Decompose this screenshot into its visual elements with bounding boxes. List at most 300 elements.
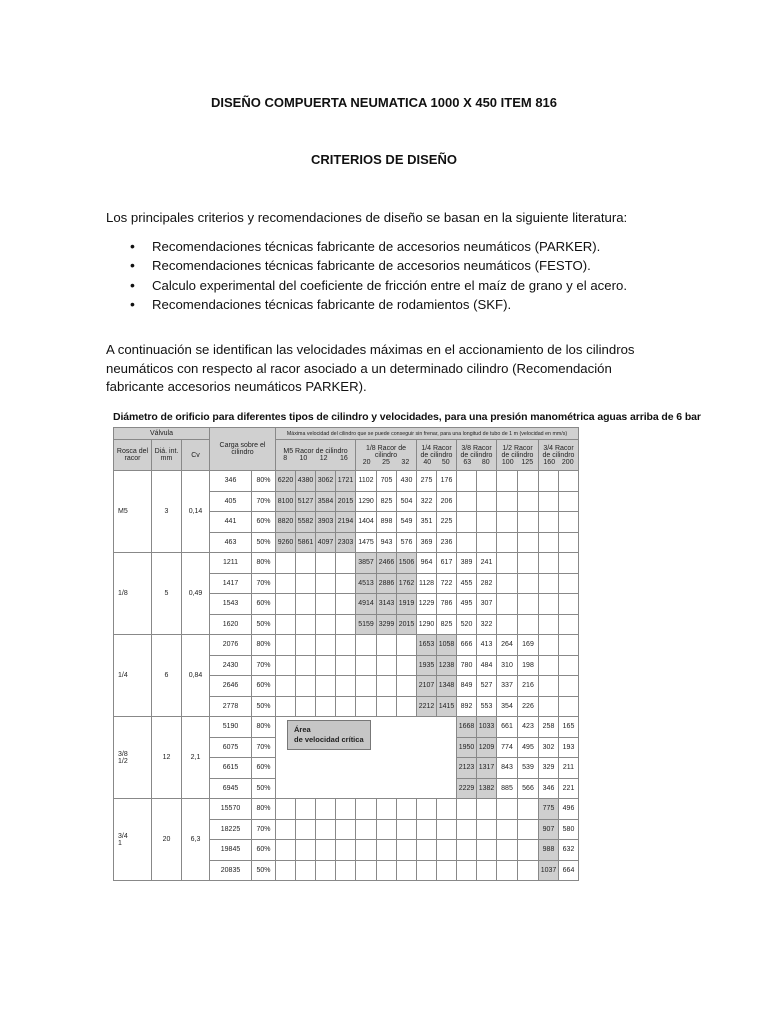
speed-cell bbox=[539, 491, 559, 512]
speed-cell: 1404 bbox=[356, 512, 377, 533]
speed-cell bbox=[316, 614, 336, 635]
speed-cell bbox=[539, 676, 559, 697]
speed-cell: 5127 bbox=[296, 491, 316, 512]
speed-cell: 964 bbox=[417, 553, 437, 574]
speed-cell: 3857 bbox=[356, 553, 377, 574]
speed-cell bbox=[296, 840, 316, 861]
speed-cell: 705 bbox=[377, 471, 397, 492]
speed-cell bbox=[457, 491, 477, 512]
speed-cell: 553 bbox=[477, 696, 497, 717]
speed-cell: 198 bbox=[518, 655, 539, 676]
speed-cell bbox=[356, 696, 377, 717]
speed-cell: 1762 bbox=[397, 573, 417, 594]
speed-cell bbox=[559, 573, 579, 594]
speed-cell: 354 bbox=[497, 696, 518, 717]
speed-cell: 825 bbox=[437, 614, 457, 635]
speed-cell bbox=[477, 819, 497, 840]
speed-cell bbox=[559, 614, 579, 635]
speed-cell bbox=[397, 860, 417, 881]
diameter-label: 160 bbox=[543, 458, 556, 466]
speed-cell bbox=[397, 840, 417, 861]
speed-cell bbox=[518, 573, 539, 594]
load-cell: 2646 bbox=[210, 676, 252, 697]
rosca-cell: 3/4 1 bbox=[114, 799, 152, 881]
dia-cell: 12 bbox=[152, 717, 182, 799]
speed-cell bbox=[559, 491, 579, 512]
load-cell: 19845 bbox=[210, 840, 252, 861]
speed-cell: 1919 bbox=[397, 594, 417, 615]
speed-cell bbox=[518, 512, 539, 533]
speed-cell: 1721 bbox=[336, 471, 356, 492]
speed-cell bbox=[518, 594, 539, 615]
list-item: • Recomendaciones técnicas fabricante de accesorios neumáticos (FESTO). bbox=[130, 256, 627, 275]
cv-cell: 0,14 bbox=[182, 471, 210, 553]
speed-cell: 211 bbox=[559, 758, 579, 779]
speed-cell: 307 bbox=[477, 594, 497, 615]
speed-cell bbox=[336, 860, 356, 881]
table-row bbox=[114, 799, 579, 820]
load-percent-cell: 70% bbox=[252, 573, 276, 594]
cv-header: Cv bbox=[182, 440, 210, 471]
load-percent-cell: 50% bbox=[252, 778, 276, 799]
diameter-label: 125 bbox=[521, 458, 534, 466]
speed-cell bbox=[518, 860, 539, 881]
speed-cell: 206 bbox=[437, 491, 457, 512]
speed-cell: 1102 bbox=[356, 471, 377, 492]
speed-cell bbox=[497, 819, 518, 840]
speed-cell bbox=[336, 614, 356, 635]
area-label: de velocidad crítica bbox=[294, 735, 364, 744]
speed-cell bbox=[336, 635, 356, 656]
speed-cell: 2466 bbox=[377, 553, 397, 574]
speed-cell: 1037 bbox=[539, 860, 559, 881]
load-cell: 18225 bbox=[210, 819, 252, 840]
speed-cell: 520 bbox=[457, 614, 477, 635]
speed-cell: 3299 bbox=[377, 614, 397, 635]
speed-cell bbox=[336, 655, 356, 676]
speed-cell bbox=[276, 696, 296, 717]
speed-cell: 9260 bbox=[276, 532, 296, 553]
speed-cell bbox=[336, 819, 356, 840]
speed-cell bbox=[356, 676, 377, 697]
speed-cell bbox=[539, 594, 559, 615]
speed-cell bbox=[518, 799, 539, 820]
speed-cell bbox=[497, 553, 518, 574]
speed-cell: 2212 bbox=[417, 696, 437, 717]
speed-cell: 165 bbox=[559, 717, 579, 738]
load-percent-cell: 60% bbox=[252, 512, 276, 533]
speed-cell bbox=[397, 696, 417, 717]
bullet-list bbox=[130, 237, 627, 314]
diameter-label: 20 bbox=[362, 458, 371, 466]
area-label: Área bbox=[294, 725, 311, 734]
diameter-label: 12 bbox=[319, 455, 328, 462]
speed-cell: 849 bbox=[457, 676, 477, 697]
speed-cell bbox=[316, 635, 336, 656]
speed-cell: 1950 bbox=[457, 737, 477, 758]
load-percent-cell: 80% bbox=[252, 553, 276, 574]
speed-cell bbox=[539, 553, 559, 574]
speed-cell: 666 bbox=[457, 635, 477, 656]
diameter-label: 50 bbox=[441, 458, 450, 466]
valve-header: Válvula bbox=[114, 428, 210, 440]
load-percent-cell: 70% bbox=[252, 737, 276, 758]
speed-cell bbox=[397, 799, 417, 820]
speed-cell bbox=[316, 799, 336, 820]
speed-cell bbox=[336, 573, 356, 594]
speed-cell bbox=[356, 655, 377, 676]
speed-cell bbox=[559, 532, 579, 553]
dia-cell: 5 bbox=[152, 553, 182, 635]
speed-cell bbox=[377, 676, 397, 697]
speed-cell: 264 bbox=[497, 635, 518, 656]
load-header: Carga sobre el cilindro bbox=[210, 428, 276, 471]
speed-cell: 1475 bbox=[356, 532, 377, 553]
load-percent-cell: 50% bbox=[252, 532, 276, 553]
speed-cell: 1209 bbox=[477, 737, 497, 758]
speed-cell: 892 bbox=[457, 696, 477, 717]
load-percent-cell: 50% bbox=[252, 696, 276, 717]
load-percent-cell: 70% bbox=[252, 819, 276, 840]
speed-cell bbox=[518, 840, 539, 861]
body-paragraph: A continuación se identifican las velocidades máximas en el accionamiento de los cilindros neumáticos con respecto al racor asociado a un determinado cilindro (Recomendación fabricante accesorios neumáticos PARKER). bbox=[106, 342, 635, 394]
speed-cell bbox=[457, 860, 477, 881]
speed-cell: 898 bbox=[377, 512, 397, 533]
speed-cell bbox=[539, 635, 559, 656]
speed-cell bbox=[497, 573, 518, 594]
speed-cell: 2194 bbox=[336, 512, 356, 533]
group-header: 3/4 Racor de cilindro 160 200 bbox=[539, 440, 579, 471]
speed-cell: 943 bbox=[377, 532, 397, 553]
speed-cell bbox=[336, 594, 356, 615]
speed-cell bbox=[497, 471, 518, 492]
speed-cell bbox=[296, 819, 316, 840]
speed-cell: 4914 bbox=[356, 594, 377, 615]
load-cell: 441 bbox=[210, 512, 252, 533]
speed-cell: 3062 bbox=[316, 471, 336, 492]
speed-cell bbox=[276, 573, 296, 594]
speed-cell: 346 bbox=[539, 778, 559, 799]
speed-cell: 1506 bbox=[397, 553, 417, 574]
speed-cell bbox=[497, 512, 518, 533]
speed-cell bbox=[497, 594, 518, 615]
speed-cell: 176 bbox=[437, 471, 457, 492]
speed-cell: 1290 bbox=[356, 491, 377, 512]
load-percent-cell: 50% bbox=[252, 614, 276, 635]
speed-cell: 369 bbox=[417, 532, 437, 553]
speed-cell bbox=[296, 655, 316, 676]
speed-cell bbox=[559, 512, 579, 533]
dia-cell: 20 bbox=[152, 799, 182, 881]
speed-cell: 5582 bbox=[296, 512, 316, 533]
speed-cell bbox=[296, 594, 316, 615]
speed-cell bbox=[356, 635, 377, 656]
speed-cell bbox=[417, 860, 437, 881]
speed-cell bbox=[457, 840, 477, 861]
speed-cell: 423 bbox=[518, 717, 539, 738]
speed-cell bbox=[477, 512, 497, 533]
speed-cell bbox=[316, 676, 336, 697]
document-title: DISEÑO COMPUERTA NEUMATICA 1000 X 450 ITEM 816 bbox=[210, 95, 558, 110]
speed-cell: 2107 bbox=[417, 676, 437, 697]
speed-cell bbox=[417, 799, 437, 820]
speed-cell: 539 bbox=[518, 758, 539, 779]
speed-cell bbox=[559, 676, 579, 697]
speed-cell: 632 bbox=[559, 840, 579, 861]
section-title: CRITERIOS DE DISEÑO bbox=[311, 152, 457, 167]
speed-cell: 2229 bbox=[457, 778, 477, 799]
speed-cell: 6220 bbox=[276, 471, 296, 492]
table-row bbox=[114, 635, 579, 656]
speed-cell bbox=[276, 840, 296, 861]
speed-cell: 825 bbox=[377, 491, 397, 512]
speed-cell bbox=[276, 594, 296, 615]
load-percent-cell: 70% bbox=[252, 491, 276, 512]
speed-cell: 258 bbox=[539, 717, 559, 738]
speed-cell bbox=[477, 860, 497, 881]
list-item: • Calculo experimental del coeficiente de fricción entre el maíz de grano y el acero. bbox=[130, 276, 627, 295]
speed-cell: 549 bbox=[397, 512, 417, 533]
speed-cell: 193 bbox=[559, 737, 579, 758]
speed-cell bbox=[477, 532, 497, 553]
critical-speed-area bbox=[276, 717, 457, 799]
speed-cell: 1415 bbox=[437, 696, 457, 717]
speed-cell bbox=[559, 655, 579, 676]
speed-cell: 722 bbox=[437, 573, 457, 594]
group-header: M5 Racor de cilindro 8 10 12 16 bbox=[276, 440, 356, 471]
speed-cell: 413 bbox=[477, 635, 497, 656]
load-percent-cell: 80% bbox=[252, 471, 276, 492]
table-row bbox=[114, 553, 579, 574]
load-cell: 463 bbox=[210, 532, 252, 553]
speed-cell: 322 bbox=[417, 491, 437, 512]
load-cell: 6615 bbox=[210, 758, 252, 779]
speed-cell: 389 bbox=[457, 553, 477, 574]
speed-cell: 455 bbox=[457, 573, 477, 594]
dia-cell: 6 bbox=[152, 635, 182, 717]
speed-cell bbox=[539, 573, 559, 594]
speed-cell: 495 bbox=[457, 594, 477, 615]
dia-cell: 3 bbox=[152, 471, 182, 553]
speed-cell bbox=[316, 553, 336, 574]
speed-cell bbox=[276, 860, 296, 881]
speed-cell bbox=[417, 840, 437, 861]
diameter-label: 25 bbox=[382, 458, 390, 466]
diameter-label: 32 bbox=[401, 458, 410, 466]
speed-cell bbox=[316, 594, 336, 615]
load-cell: 2778 bbox=[210, 696, 252, 717]
speed-cell bbox=[559, 594, 579, 615]
speed-cell: 322 bbox=[477, 614, 497, 635]
load-percent-cell: 60% bbox=[252, 758, 276, 779]
dia-header: Diá. int. mm bbox=[152, 440, 182, 471]
speed-cell: 775 bbox=[539, 799, 559, 820]
speed-cell: 843 bbox=[497, 758, 518, 779]
speed-cell bbox=[518, 471, 539, 492]
speed-cell: 484 bbox=[477, 655, 497, 676]
load-cell: 5190 bbox=[210, 717, 252, 738]
speed-cell bbox=[356, 799, 377, 820]
speed-cell: 1382 bbox=[477, 778, 497, 799]
orifice-speed-table bbox=[113, 427, 579, 881]
speed-cell bbox=[296, 676, 316, 697]
table-caption: Diámetro de orificio para diferentes tipos de cilindro y velocidades, para una presión manométrica aguas arriba de 6 bar bbox=[113, 411, 701, 423]
speed-cell: 3903 bbox=[316, 512, 336, 533]
group-header: 1/8 Racor de cilindro 20 25 32 bbox=[356, 440, 417, 471]
diameter-label: 200 bbox=[561, 458, 574, 466]
speed-cell bbox=[457, 471, 477, 492]
speed-cell bbox=[377, 840, 397, 861]
speed-cell: 1033 bbox=[477, 717, 497, 738]
speed-cell: 1229 bbox=[417, 594, 437, 615]
rosca-cell: 1/4 bbox=[114, 635, 152, 717]
speed-cell: 774 bbox=[497, 737, 518, 758]
rosca-header: Rosca del racor bbox=[114, 440, 152, 471]
group-header: 1/4 Racor de cilindro 40 50 bbox=[417, 440, 457, 471]
speed-cell bbox=[377, 819, 397, 840]
speed-cell bbox=[377, 655, 397, 676]
speed-cell bbox=[356, 819, 377, 840]
speed-cell: 169 bbox=[518, 635, 539, 656]
speed-cell: 1317 bbox=[477, 758, 497, 779]
list-item: • Recomendaciones técnicas fabricante de accesorios neumáticos (PARKER). bbox=[130, 237, 627, 256]
speed-cell: 5861 bbox=[296, 532, 316, 553]
speed-cell bbox=[377, 799, 397, 820]
speed-cell bbox=[497, 491, 518, 512]
diameter-label: 63 bbox=[463, 458, 472, 466]
speed-cell bbox=[518, 532, 539, 553]
speed-cell: 4513 bbox=[356, 573, 377, 594]
speed-cell: 527 bbox=[477, 676, 497, 697]
speed-cell bbox=[518, 491, 539, 512]
speed-cell: 1935 bbox=[417, 655, 437, 676]
speed-cell bbox=[276, 614, 296, 635]
diameter-label: 16 bbox=[339, 455, 348, 462]
speed-cell bbox=[296, 799, 316, 820]
speed-cell: 226 bbox=[518, 696, 539, 717]
speed-cell bbox=[417, 819, 437, 840]
speed-cell bbox=[276, 819, 296, 840]
cv-cell: 6,3 bbox=[182, 799, 210, 881]
speed-cell: 351 bbox=[417, 512, 437, 533]
diameter-label: 8 bbox=[283, 455, 288, 462]
speed-cell bbox=[377, 696, 397, 717]
speed-cell bbox=[296, 553, 316, 574]
speed-cell: 310 bbox=[497, 655, 518, 676]
load-percent-cell: 60% bbox=[252, 840, 276, 861]
speed-cell: 430 bbox=[397, 471, 417, 492]
speed-cell bbox=[477, 491, 497, 512]
speed-cell bbox=[497, 799, 518, 820]
load-cell: 2430 bbox=[210, 655, 252, 676]
speed-cell bbox=[276, 635, 296, 656]
load-percent-cell: 60% bbox=[252, 676, 276, 697]
speed-cell: 2015 bbox=[397, 614, 417, 635]
speed-cell: 1653 bbox=[417, 635, 437, 656]
load-cell: 15570 bbox=[210, 799, 252, 820]
load-cell: 20835 bbox=[210, 860, 252, 881]
speed-cell bbox=[437, 860, 457, 881]
speed-cell: 2303 bbox=[336, 532, 356, 553]
speed-cell bbox=[397, 635, 417, 656]
speed-cell bbox=[457, 819, 477, 840]
speed-cell bbox=[356, 860, 377, 881]
speed-cell bbox=[336, 840, 356, 861]
speed-cell bbox=[457, 799, 477, 820]
speed-cell bbox=[336, 696, 356, 717]
speed-cell: 8100 bbox=[276, 491, 296, 512]
speed-cell: 241 bbox=[477, 553, 497, 574]
load-percent-cell: 50% bbox=[252, 860, 276, 881]
speed-cell bbox=[518, 614, 539, 635]
speed-cell bbox=[539, 655, 559, 676]
speed-cell: 3143 bbox=[377, 594, 397, 615]
speed-cell: 496 bbox=[559, 799, 579, 820]
speed-cell: 504 bbox=[397, 491, 417, 512]
speed-cell bbox=[296, 573, 316, 594]
load-cell: 6075 bbox=[210, 737, 252, 758]
speed-cell: 1290 bbox=[417, 614, 437, 635]
speed-cell: 1238 bbox=[437, 655, 457, 676]
cv-cell: 0,49 bbox=[182, 553, 210, 635]
speed-cell bbox=[539, 532, 559, 553]
speed-cell: 576 bbox=[397, 532, 417, 553]
speed-cell bbox=[397, 676, 417, 697]
speed-cell bbox=[377, 860, 397, 881]
speed-cell bbox=[276, 553, 296, 574]
speed-cell: 1668 bbox=[457, 717, 477, 738]
speed-cell bbox=[559, 635, 579, 656]
speed-cell bbox=[559, 471, 579, 492]
speed-cell bbox=[539, 471, 559, 492]
speed-cell: 8820 bbox=[276, 512, 296, 533]
speed-cell bbox=[497, 860, 518, 881]
speed-cell bbox=[276, 676, 296, 697]
speed-cell bbox=[477, 471, 497, 492]
speed-cell bbox=[296, 696, 316, 717]
speed-cell bbox=[497, 532, 518, 553]
max-speed-header: Máxima velocidad del cilindro que se puede conseguir sin frenar, para una longitud de tubo de 1 m (velocidad en mm/s) bbox=[276, 428, 579, 440]
speed-cell: 225 bbox=[437, 512, 457, 533]
speed-cell: 786 bbox=[437, 594, 457, 615]
speed-cell: 664 bbox=[559, 860, 579, 881]
diameter-label: 40 bbox=[423, 458, 432, 466]
load-percent-cell: 80% bbox=[252, 799, 276, 820]
speed-cell: 216 bbox=[518, 676, 539, 697]
rosca-cell: 3/8 1/2 bbox=[114, 717, 152, 799]
table-row bbox=[114, 471, 579, 492]
speed-cell: 617 bbox=[437, 553, 457, 574]
speed-cell bbox=[437, 819, 457, 840]
speed-cell: 580 bbox=[559, 819, 579, 840]
speed-cell bbox=[356, 840, 377, 861]
diameter-label: 10 bbox=[299, 455, 308, 462]
speed-cell: 221 bbox=[559, 778, 579, 799]
speed-cell: 2123 bbox=[457, 758, 477, 779]
group-header: 1/2 Racor de cilindro 100 125 bbox=[497, 440, 539, 471]
speed-cell: 988 bbox=[539, 840, 559, 861]
load-cell: 405 bbox=[210, 491, 252, 512]
speed-cell: 661 bbox=[497, 717, 518, 738]
rosca-cell: M5 bbox=[114, 471, 152, 553]
speed-cell: 885 bbox=[497, 778, 518, 799]
list-item: • Recomendaciones técnicas fabricante de rodamientos (SKF). bbox=[130, 295, 627, 314]
speed-cell: 275 bbox=[417, 471, 437, 492]
speed-cell: 495 bbox=[518, 737, 539, 758]
speed-cell: 4380 bbox=[296, 471, 316, 492]
speed-cell bbox=[437, 799, 457, 820]
speed-cell bbox=[316, 655, 336, 676]
